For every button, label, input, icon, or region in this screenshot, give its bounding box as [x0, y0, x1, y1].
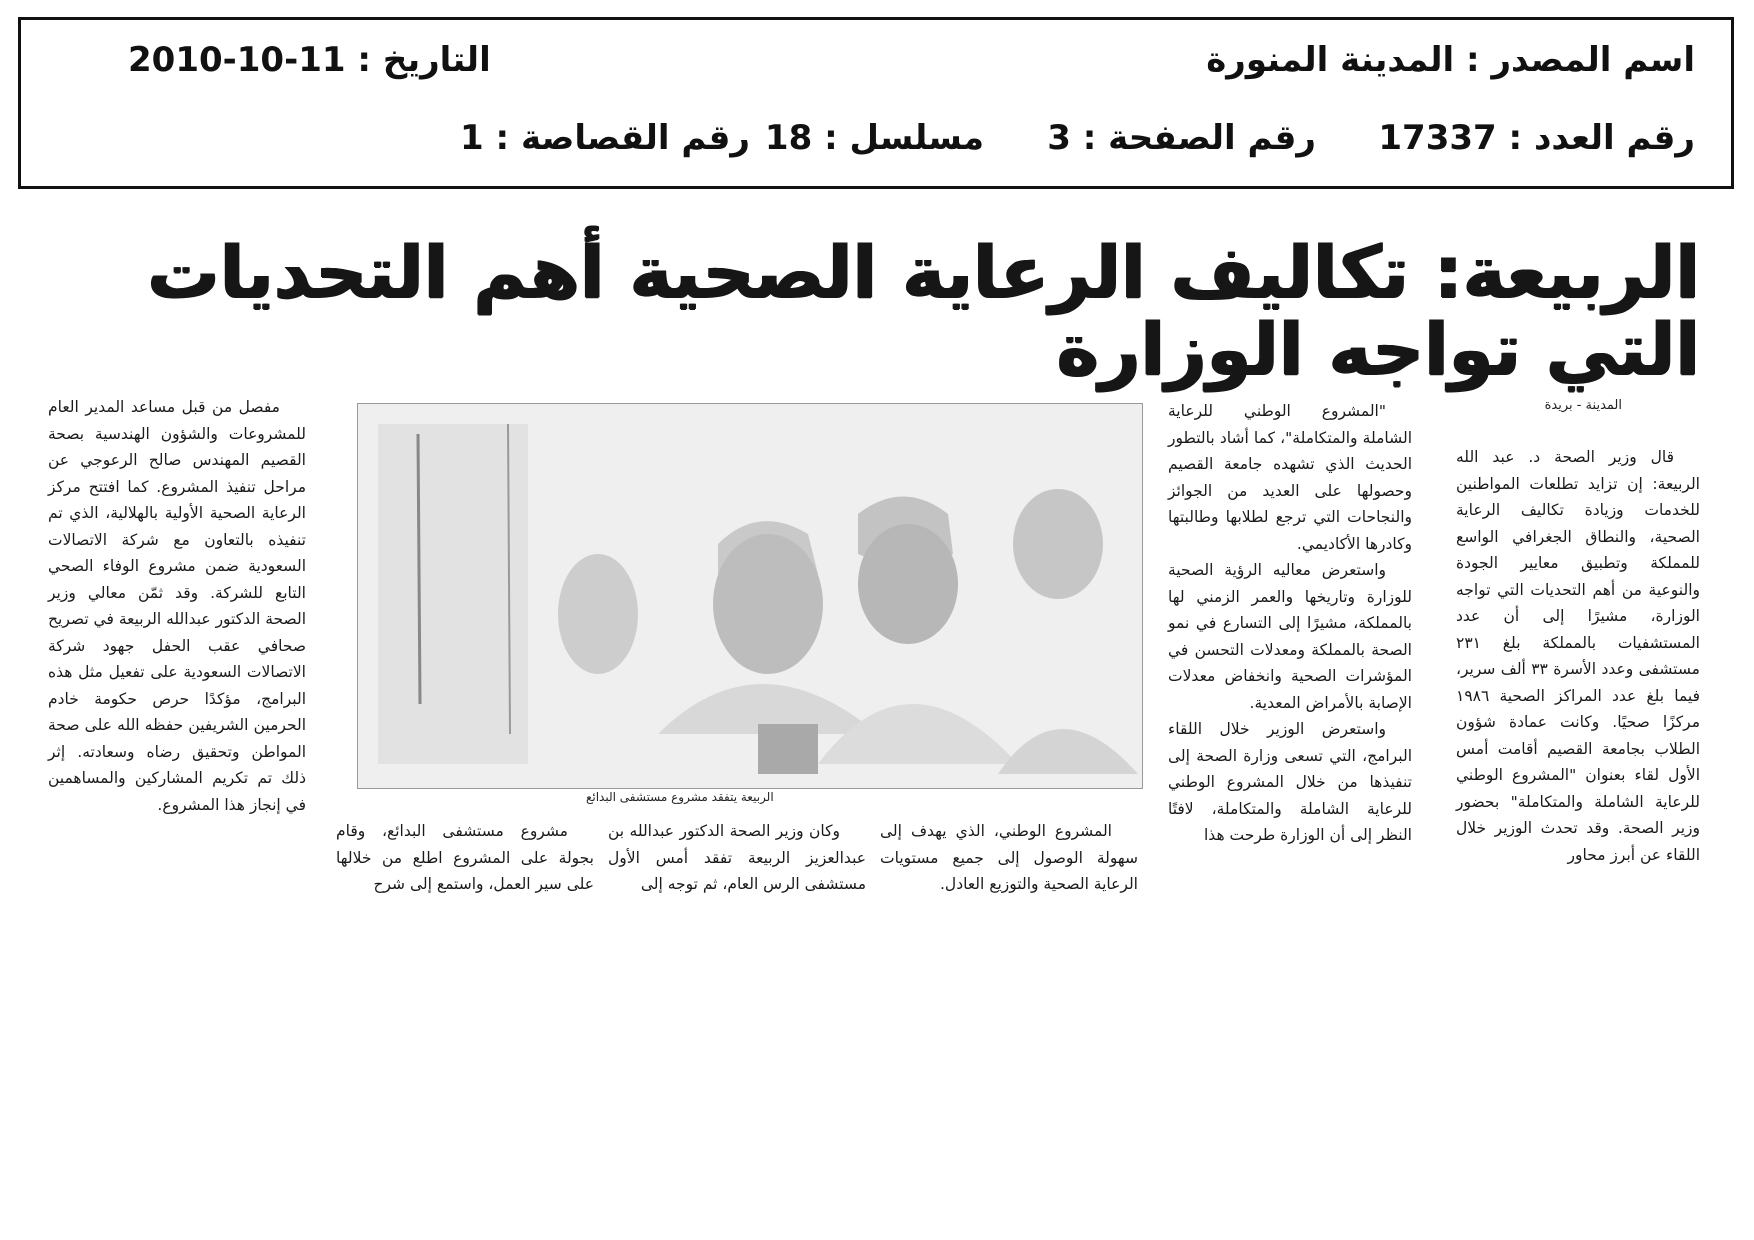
article-paragraph: مشروع مستشفى البدائع، وقام بجولة على المشروع اطلع من خلالها على سير العمل، واستمع إلى شرح: [336, 822, 594, 893]
article-paragraph: المشروع الوطني، الذي يهدف إلى سهولة الوصول إلى جميع مستويات الرعاية الصحية والتوزيع العادل.: [880, 822, 1138, 893]
article-column-1: [1456, 444, 1700, 868]
article-paragraph: واستعرض معاليه الرؤية الصحية للوزارة وتاريخها والعمر الزمني لها بالمملكة، مشيرًا إلى التسارع في نمو الصحة بالمملكة ومعدلات التحسن في المؤشرات الصحية وانخفاض معدلات الإصابة بالأمراض المعدية.: [1168, 561, 1412, 712]
headline-line-1: الربيعة: تكاليف الرعاية الصحية أهم التحديات: [147, 230, 1700, 314]
clipping-date: التاريخ : 11-10-2010: [128, 40, 491, 80]
page-number: رقم الصفحة : 3: [1047, 118, 1316, 158]
article-paragraph: وكان وزير الصحة الدكتور عبدالله بن عبدالعزيز الربيعة تفقد أمس الأول مستشفى الرس العام، ثم توجه إلى: [608, 822, 866, 893]
dateline: المدينة - بريدة: [1544, 398, 1622, 413]
headline-line-2: التي تواجه الوزارة: [1056, 307, 1700, 391]
article-column-5: [336, 818, 594, 898]
clipping-number: رقم القصاصة : 1: [460, 118, 750, 158]
article-column-6: [48, 394, 306, 818]
article-paragraph: مفصل من قبل مساعد المدير العام للمشروعات والشؤون الهندسية بصحة القصيم المهندس صالح الرعوجي عن مراحل تنفيذ المشروع. كما افتتح مركز الرعاية الصحية الأولية بالهلالية، الذي تم تنفيذه بالتعاون مع شركة الاتصالات السعودية ضمن مشروع الوفاء الصحي التابع للشركة. وقد ثمّن معالي وزير الصحة الدكتور عبدالله الربيعة في تصريح صحافي عقب الحفل جهود شركة الاتصالات السعودية على تفعيل مثل هذه البرامج، مؤكدًا حرص حكومة خادم الحرمين الشريفين حفظه الله على صحة المواطن وتحقيق رضاه وسعادته. إثر ذلك تم تكريم المشاركين والمساهمين في إنجاز هذا المشروع.: [48, 398, 306, 814]
issue-number: رقم العدد : 17337: [1378, 118, 1695, 158]
news-photo: [357, 403, 1143, 789]
article-paragraph: قال وزير الصحة د. عبد الله الربيعة: إن تزايد تطلعات المواطنين للخدمات وزيادة تكاليف الرعاية الصحية، والنطاق الجغرافي الواسع للمملكة وتطبيق معايير الجودة والنوعية من أهم التحديات التي تواجه الوزارة، مشيرًا إلى أن عدد المستشفيات بالمملكة بلغ ٢٣١ مستشفى وعدد الأسرة ٣٣ ألف سرير، فيما بلغ عدد المراكز الصحية ١٩٨٦ مركزًا صحيًا. وكانت عمادة شؤون الطلاب بجامعة القصيم أقامت أمس الأول لقاء بعنوان "المشروع الوطني للرعاية الشاملة والمتكاملة" بحضور وزير الصحة. وقد تحدث الوزير خلال اللقاء عن أبرز محاور: [1456, 448, 1700, 864]
source-name: اسم المصدر : المدينة المنورة: [1206, 40, 1695, 80]
article-column-4: [608, 818, 866, 898]
serial-number: مسلسل : 18: [764, 118, 984, 158]
article-column-3: [880, 818, 1138, 898]
article-column-2: [1168, 398, 1412, 849]
photo-caption: الربيعة يتفقد مشروع مستشفى البدائع: [586, 790, 774, 804]
article-paragraph: واستعرض الوزير خلال اللقاء البرامج، التي تسعى وزارة الصحة إلى تنفيذها من خلال المشروع الوطني للرعاية الشاملة والمتكاملة، لافتًا النظر إلى أن الوزارة طرحت هذا: [1168, 720, 1412, 844]
article-paragraph: "المشروع الوطني للرعاية الشاملة والمتكاملة"، كما أشاد بالتطور الحديث الذي تشهده جامعة القصيم وحصولها على العديد من الجوائز والنجاحات التي ترجع لطلابها وطالبتها وكادرها الأكاديمي.: [1168, 402, 1412, 553]
